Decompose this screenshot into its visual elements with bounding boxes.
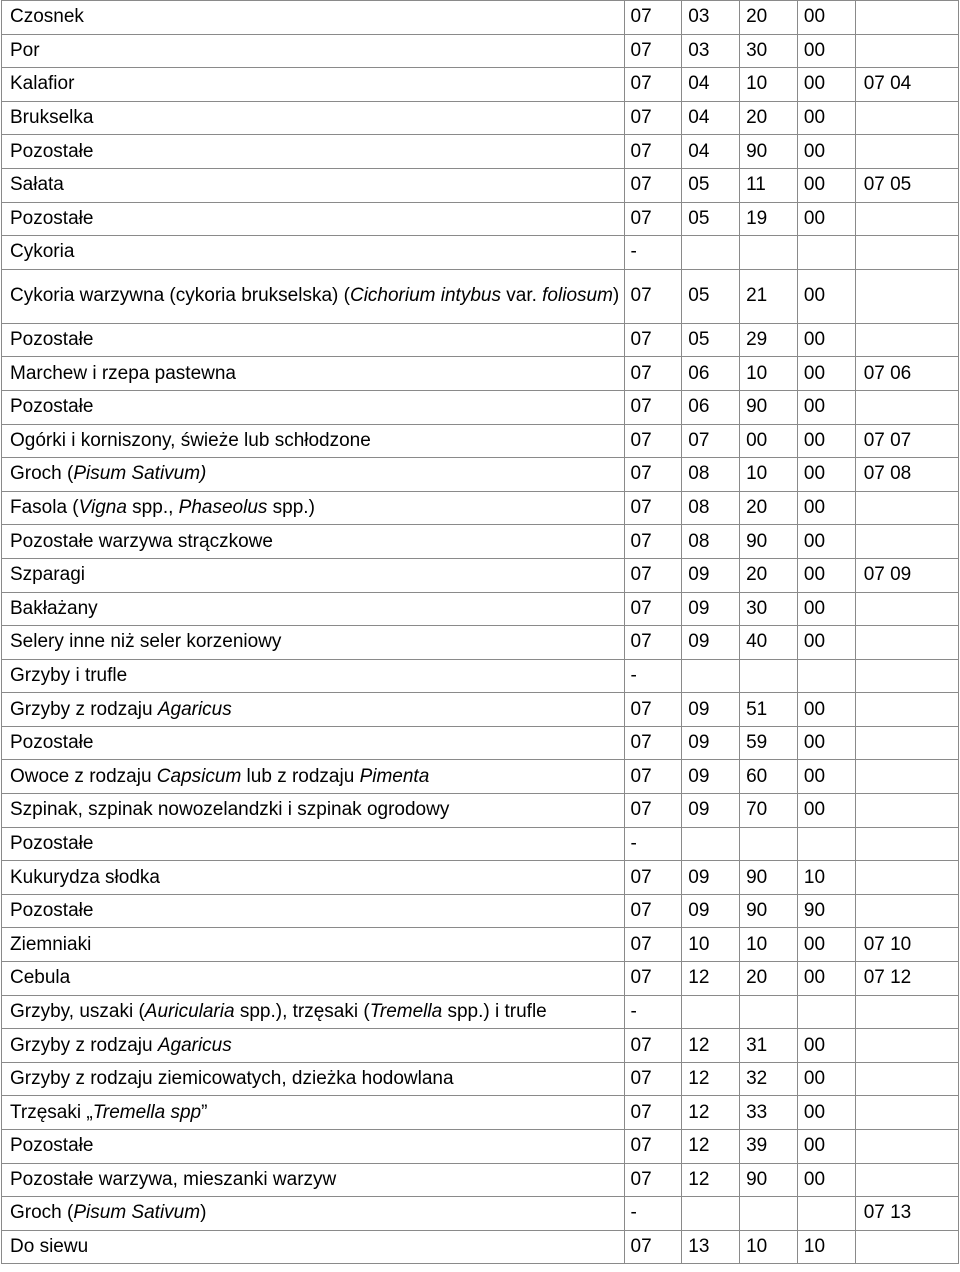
code-segment-cell: 10 bbox=[740, 458, 798, 492]
table-row bbox=[2, 894, 959, 928]
code-segment-cell: 12 bbox=[682, 1096, 740, 1130]
table-row bbox=[2, 1062, 959, 1096]
code-segment-cell: 07 bbox=[624, 861, 682, 895]
code-segment-cell: 07 bbox=[624, 592, 682, 626]
cn-heading-cell bbox=[855, 1029, 958, 1063]
code-segment-cell: 90 bbox=[740, 894, 798, 928]
code-segment-cell: 08 bbox=[682, 491, 740, 525]
code-segment-cell bbox=[682, 827, 740, 861]
product-name-italic-part: Agaricus bbox=[157, 1034, 232, 1056]
product-name-part: Groch ( bbox=[10, 1202, 74, 1224]
code-segment-cell: 00 bbox=[797, 693, 855, 727]
cn-heading-cell bbox=[855, 525, 958, 559]
code-segment-cell: 00 bbox=[797, 1, 855, 35]
product-name-cell: Cebula bbox=[2, 962, 625, 996]
table-row bbox=[2, 1, 959, 35]
product-name-cell: Brukselka bbox=[2, 101, 625, 135]
product-name-cell bbox=[2, 1197, 625, 1231]
code-segment-cell: - bbox=[624, 995, 682, 1029]
product-name-cell bbox=[2, 458, 625, 492]
product-name-italic-part: Auricularia bbox=[144, 1000, 235, 1022]
cn-heading-cell bbox=[855, 894, 958, 928]
product-name-cell bbox=[2, 491, 625, 525]
code-segment-cell: 09 bbox=[682, 861, 740, 895]
product-name-cell: Ziemniaki bbox=[2, 928, 625, 962]
cn-heading-cell bbox=[855, 659, 958, 693]
code-segment-cell bbox=[682, 1197, 740, 1231]
code-segment-cell: 07 bbox=[624, 760, 682, 794]
table-row bbox=[2, 592, 959, 626]
table-row bbox=[2, 928, 959, 962]
cn-heading-cell bbox=[855, 1163, 958, 1197]
code-segment-cell: 10 bbox=[740, 1230, 798, 1264]
product-name-part: Cykoria warzywna (cykoria brukselska) ( bbox=[10, 285, 350, 307]
code-segment-cell: 07 bbox=[624, 202, 682, 236]
cn-heading-cell: 07 04 bbox=[855, 68, 958, 102]
table-row bbox=[2, 236, 959, 270]
code-segment-cell: 09 bbox=[682, 626, 740, 660]
cn-heading-cell bbox=[855, 1230, 958, 1264]
code-segment-cell bbox=[682, 236, 740, 270]
code-segment-cell: 10 bbox=[797, 1230, 855, 1264]
code-segment-cell bbox=[797, 659, 855, 693]
product-name-part: Groch ( bbox=[10, 463, 74, 485]
cn-heading-cell bbox=[855, 135, 958, 169]
table-row bbox=[2, 323, 959, 357]
code-segment-cell bbox=[740, 827, 798, 861]
product-name-cell: Czosnek bbox=[2, 1, 625, 35]
table-row bbox=[2, 1130, 959, 1164]
product-name-italic-part: Pisum Sativum) bbox=[73, 463, 207, 485]
table-row bbox=[2, 68, 959, 102]
code-segment-cell: 07 bbox=[624, 68, 682, 102]
product-name-cell bbox=[2, 1029, 625, 1063]
code-segment-cell: 00 bbox=[797, 1163, 855, 1197]
table-row bbox=[2, 827, 959, 861]
product-name-part: ” bbox=[201, 1101, 208, 1123]
product-name-part: spp.) bbox=[267, 497, 315, 519]
code-segment-cell: 12 bbox=[682, 1062, 740, 1096]
code-segment-cell: 00 bbox=[797, 794, 855, 828]
code-segment-cell: 07 bbox=[624, 34, 682, 68]
cn-heading-cell bbox=[855, 390, 958, 424]
product-name-cell: Pozostałe warzywa strączkowe bbox=[2, 525, 625, 559]
code-segment-cell: 60 bbox=[740, 760, 798, 794]
code-segment-cell: 90 bbox=[740, 135, 798, 169]
product-name-cell bbox=[2, 760, 625, 794]
product-name-part: Grzyby z rodzaju bbox=[10, 698, 158, 720]
table-row bbox=[2, 168, 959, 202]
product-name-cell: Marchew i rzepa pastewna bbox=[2, 357, 625, 391]
cn-heading-cell bbox=[855, 827, 958, 861]
code-segment-cell: 10 bbox=[740, 68, 798, 102]
code-segment-cell: 09 bbox=[682, 558, 740, 592]
table-row bbox=[2, 1029, 959, 1063]
code-segment-cell: 09 bbox=[682, 726, 740, 760]
table-row bbox=[2, 357, 959, 391]
code-segment-cell: 00 bbox=[797, 269, 855, 323]
code-segment-cell: 70 bbox=[740, 794, 798, 828]
product-name-cell: Kalafior bbox=[2, 68, 625, 102]
code-segment-cell: 59 bbox=[740, 726, 798, 760]
code-segment-cell: 00 bbox=[797, 1062, 855, 1096]
cn-heading-cell: 07 05 bbox=[855, 168, 958, 202]
code-segment-cell: 09 bbox=[682, 794, 740, 828]
code-segment-cell: - bbox=[624, 1197, 682, 1231]
code-segment-cell: - bbox=[624, 236, 682, 270]
code-segment-cell: 00 bbox=[797, 68, 855, 102]
code-segment-cell: 07 bbox=[624, 1230, 682, 1264]
product-name-cell bbox=[2, 269, 625, 323]
table-row bbox=[2, 491, 959, 525]
code-segment-cell: 07 bbox=[624, 928, 682, 962]
product-name-italic-part: Pisum Sativum bbox=[73, 1202, 201, 1224]
table-row bbox=[2, 34, 959, 68]
code-segment-cell: - bbox=[624, 659, 682, 693]
code-segment-cell: 00 bbox=[740, 424, 798, 458]
code-segment-cell: 07 bbox=[624, 1096, 682, 1130]
product-name-part: Fasola ( bbox=[10, 497, 79, 519]
code-segment-cell: 07 bbox=[624, 390, 682, 424]
code-segment-cell: 29 bbox=[740, 323, 798, 357]
code-segment-cell: 06 bbox=[682, 390, 740, 424]
code-segment-cell: 10 bbox=[797, 861, 855, 895]
product-name-part: lub z rodzaju bbox=[241, 765, 360, 787]
table-row bbox=[2, 101, 959, 135]
product-name-cell: Selery inne niż seler korzeniowy bbox=[2, 626, 625, 660]
code-segment-cell: 19 bbox=[740, 202, 798, 236]
table-row bbox=[2, 135, 959, 169]
code-segment-cell: 08 bbox=[682, 525, 740, 559]
code-segment-cell: 07 bbox=[624, 1029, 682, 1063]
cn-heading-cell: 07 12 bbox=[855, 962, 958, 996]
code-segment-cell: 00 bbox=[797, 558, 855, 592]
code-segment-cell: 40 bbox=[740, 626, 798, 660]
product-name-cell: Pozostałe bbox=[2, 726, 625, 760]
code-segment-cell: 07 bbox=[624, 101, 682, 135]
cn-heading-cell: 07 06 bbox=[855, 357, 958, 391]
code-segment-cell: 12 bbox=[682, 1163, 740, 1197]
product-name-italic-part: Vigna bbox=[78, 497, 127, 519]
product-name-cell bbox=[2, 995, 625, 1029]
table-row bbox=[2, 726, 959, 760]
code-segment-cell: 30 bbox=[740, 592, 798, 626]
code-segment-cell: 07 bbox=[624, 1, 682, 35]
product-name-part: spp., bbox=[126, 497, 179, 519]
code-segment-cell: 39 bbox=[740, 1130, 798, 1164]
product-name-cell: Grzyby i trufle bbox=[2, 659, 625, 693]
code-segment-cell: 07 bbox=[624, 794, 682, 828]
code-segment-cell: 09 bbox=[682, 693, 740, 727]
product-name-cell: Szparagi bbox=[2, 558, 625, 592]
cn-heading-cell bbox=[855, 995, 958, 1029]
cn-heading-cell bbox=[855, 693, 958, 727]
product-name-part: spp.), trzęsaki ( bbox=[234, 1000, 370, 1022]
code-segment-cell: 04 bbox=[682, 68, 740, 102]
table-row bbox=[2, 626, 959, 660]
code-segment-cell: 90 bbox=[740, 390, 798, 424]
code-segment-cell: 13 bbox=[682, 1230, 740, 1264]
code-segment-cell: 07 bbox=[624, 693, 682, 727]
cn-heading-cell bbox=[855, 794, 958, 828]
code-segment-cell: 51 bbox=[740, 693, 798, 727]
code-segment-cell: 20 bbox=[740, 101, 798, 135]
code-segment-cell bbox=[740, 995, 798, 1029]
code-segment-cell: 06 bbox=[682, 357, 740, 391]
codes-table bbox=[1, 0, 959, 1264]
code-segment-cell: 00 bbox=[797, 357, 855, 391]
product-name-cell: Pozostałe bbox=[2, 323, 625, 357]
code-segment-cell: 33 bbox=[740, 1096, 798, 1130]
code-segment-cell bbox=[740, 659, 798, 693]
product-name-italic-part: Tremella spp bbox=[92, 1101, 202, 1123]
cn-heading-cell: 07 08 bbox=[855, 458, 958, 492]
product-name-italic-part: foliosum bbox=[542, 285, 613, 307]
code-segment-cell: 00 bbox=[797, 928, 855, 962]
product-name-cell: Bakłażany bbox=[2, 592, 625, 626]
table-row bbox=[2, 693, 959, 727]
product-name-italic-part: Phaseolus bbox=[178, 497, 268, 519]
table-row bbox=[2, 390, 959, 424]
product-name-cell: Kukurydza słodka bbox=[2, 861, 625, 895]
table-row bbox=[2, 995, 959, 1029]
code-segment-cell: 12 bbox=[682, 1130, 740, 1164]
code-segment-cell: 00 bbox=[797, 34, 855, 68]
code-segment-cell: 30 bbox=[740, 34, 798, 68]
code-segment-cell: 00 bbox=[797, 626, 855, 660]
code-segment-cell: 05 bbox=[682, 269, 740, 323]
code-segment-cell: 00 bbox=[797, 726, 855, 760]
cn-heading-cell bbox=[855, 236, 958, 270]
code-segment-cell: 90 bbox=[740, 861, 798, 895]
code-segment-cell: 00 bbox=[797, 592, 855, 626]
code-segment-cell: 00 bbox=[797, 390, 855, 424]
code-segment-cell: 00 bbox=[797, 202, 855, 236]
code-segment-cell: 10 bbox=[740, 928, 798, 962]
product-name-cell: Pozostałe bbox=[2, 1130, 625, 1164]
code-segment-cell: 00 bbox=[797, 1096, 855, 1130]
product-name-cell: Cykoria bbox=[2, 236, 625, 270]
cn-heading-cell bbox=[855, 202, 958, 236]
code-segment-cell: 05 bbox=[682, 202, 740, 236]
code-segment-cell: 07 bbox=[624, 269, 682, 323]
code-segment-cell: 00 bbox=[797, 458, 855, 492]
code-segment-cell: 09 bbox=[682, 592, 740, 626]
code-segment-cell: 07 bbox=[624, 726, 682, 760]
code-segment-cell: 07 bbox=[624, 491, 682, 525]
product-name-cell: Pozostałe bbox=[2, 202, 625, 236]
cn-heading-cell bbox=[855, 1130, 958, 1164]
code-segment-cell bbox=[797, 995, 855, 1029]
code-segment-cell: 00 bbox=[797, 168, 855, 202]
table-row bbox=[2, 760, 959, 794]
code-segment-cell: 00 bbox=[797, 1130, 855, 1164]
product-name-italic-part: Capsicum bbox=[156, 765, 242, 787]
table-row bbox=[2, 861, 959, 895]
code-segment-cell: 00 bbox=[797, 135, 855, 169]
code-segment-cell: 20 bbox=[740, 558, 798, 592]
product-name-cell bbox=[2, 693, 625, 727]
code-segment-cell: 07 bbox=[624, 525, 682, 559]
cn-heading-cell: 07 13 bbox=[855, 1197, 958, 1231]
cn-heading-cell bbox=[855, 1, 958, 35]
code-segment-cell bbox=[740, 236, 798, 270]
code-segment-cell bbox=[797, 1197, 855, 1231]
code-segment-cell: 07 bbox=[624, 894, 682, 928]
table-row bbox=[2, 659, 959, 693]
code-segment-cell: 07 bbox=[624, 357, 682, 391]
table-row bbox=[2, 424, 959, 458]
product-name-cell: Ogórki i korniszony, świeże lub schłodzone bbox=[2, 424, 625, 458]
code-segment-cell: 07 bbox=[624, 135, 682, 169]
code-segment-cell: 10 bbox=[740, 357, 798, 391]
code-segment-cell: 12 bbox=[682, 962, 740, 996]
code-segment-cell: 00 bbox=[797, 962, 855, 996]
code-segment-cell: 00 bbox=[797, 1029, 855, 1063]
code-segment-cell bbox=[682, 995, 740, 1029]
code-segment-cell: 90 bbox=[740, 1163, 798, 1197]
code-segment-cell: 09 bbox=[682, 760, 740, 794]
product-name-part: ) bbox=[612, 285, 620, 307]
code-segment-cell: 00 bbox=[797, 101, 855, 135]
product-name-cell: Szpinak, szpinak nowozelandzki i szpinak ogrodowy bbox=[2, 794, 625, 828]
product-name-part: Grzyby z rodzaju bbox=[10, 1034, 158, 1056]
table-row bbox=[2, 1096, 959, 1130]
product-name-cell: Pozostałe bbox=[2, 135, 625, 169]
code-segment-cell: 90 bbox=[797, 894, 855, 928]
cn-heading-cell bbox=[855, 861, 958, 895]
code-segment-cell: 31 bbox=[740, 1029, 798, 1063]
cn-heading-cell bbox=[855, 726, 958, 760]
code-segment-cell: 00 bbox=[797, 760, 855, 794]
code-segment-cell bbox=[797, 827, 855, 861]
code-segment-cell: 07 bbox=[624, 1163, 682, 1197]
table-row bbox=[2, 1230, 959, 1264]
code-segment-cell: 07 bbox=[624, 323, 682, 357]
code-segment-cell: 20 bbox=[740, 1, 798, 35]
code-segment-cell: 08 bbox=[682, 458, 740, 492]
table-row bbox=[2, 458, 959, 492]
product-name-italic-part: Tremella bbox=[369, 1000, 443, 1022]
code-segment-cell bbox=[740, 1197, 798, 1231]
cn-heading-cell: 07 09 bbox=[855, 558, 958, 592]
code-segment-cell: 00 bbox=[797, 525, 855, 559]
product-name-part: Grzyby, uszaki ( bbox=[10, 1000, 145, 1022]
code-segment-cell: 10 bbox=[682, 928, 740, 962]
code-segment-cell bbox=[797, 236, 855, 270]
product-name-part: Owoce z rodzaju bbox=[10, 765, 157, 787]
code-segment-cell: 05 bbox=[682, 168, 740, 202]
code-segment-cell: 07 bbox=[682, 424, 740, 458]
product-name-part: Trzęsaki „ bbox=[10, 1101, 93, 1123]
cn-heading-cell bbox=[855, 323, 958, 357]
product-name-cell: Pozostałe bbox=[2, 827, 625, 861]
table-row bbox=[2, 525, 959, 559]
cn-heading-cell bbox=[855, 592, 958, 626]
code-segment-cell: 12 bbox=[682, 1029, 740, 1063]
product-name-part: spp.) i trufle bbox=[442, 1000, 547, 1022]
code-segment-cell: 20 bbox=[740, 962, 798, 996]
code-segment-cell: 32 bbox=[740, 1062, 798, 1096]
cn-heading-cell bbox=[855, 1096, 958, 1130]
product-name-cell: Pozostałe bbox=[2, 894, 625, 928]
cn-heading-cell bbox=[855, 269, 958, 323]
cn-heading-cell: 07 07 bbox=[855, 424, 958, 458]
product-name-cell: Pozostałe bbox=[2, 390, 625, 424]
codes-table-body bbox=[2, 1, 959, 1264]
code-segment-cell: 09 bbox=[682, 894, 740, 928]
code-segment-cell: 00 bbox=[797, 323, 855, 357]
cn-heading-cell bbox=[855, 1062, 958, 1096]
code-segment-cell: 20 bbox=[740, 491, 798, 525]
cn-heading-cell bbox=[855, 101, 958, 135]
product-name-cell: Por bbox=[2, 34, 625, 68]
product-name-part: ) bbox=[200, 1202, 207, 1224]
cn-heading-cell bbox=[855, 626, 958, 660]
product-name-italic-part: Cichorium intybus bbox=[349, 285, 501, 307]
code-segment-cell: 04 bbox=[682, 135, 740, 169]
product-name-cell: Grzyby z rodzaju ziemicowatych, dzieżka hodowlana bbox=[2, 1062, 625, 1096]
cn-heading-cell bbox=[855, 491, 958, 525]
cn-heading-cell bbox=[855, 34, 958, 68]
product-name-cell: Pozostałe warzywa, mieszanki warzyw bbox=[2, 1163, 625, 1197]
code-segment-cell: - bbox=[624, 827, 682, 861]
table-row bbox=[2, 962, 959, 996]
product-name-cell: Do siewu bbox=[2, 1230, 625, 1264]
product-name-italic-part: Agaricus bbox=[157, 698, 232, 720]
product-name-italic-part: Pimenta bbox=[359, 765, 430, 787]
code-segment-cell: 00 bbox=[797, 424, 855, 458]
code-segment-cell: 11 bbox=[740, 168, 798, 202]
table-row bbox=[2, 1197, 959, 1231]
product-name-part: var. bbox=[500, 285, 543, 307]
code-segment-cell: 07 bbox=[624, 458, 682, 492]
code-segment-cell: 03 bbox=[682, 34, 740, 68]
code-segment-cell: 07 bbox=[624, 558, 682, 592]
code-segment-cell: 07 bbox=[624, 626, 682, 660]
code-segment-cell: 07 bbox=[624, 1062, 682, 1096]
cn-heading-cell: 07 10 bbox=[855, 928, 958, 962]
code-segment-cell: 07 bbox=[624, 424, 682, 458]
table-row bbox=[2, 202, 959, 236]
code-segment-cell: 05 bbox=[682, 323, 740, 357]
table-row bbox=[2, 1163, 959, 1197]
code-segment-cell: 04 bbox=[682, 101, 740, 135]
code-segment-cell bbox=[682, 659, 740, 693]
cn-heading-cell bbox=[855, 760, 958, 794]
code-segment-cell: 07 bbox=[624, 168, 682, 202]
code-segment-cell: 03 bbox=[682, 1, 740, 35]
code-segment-cell: 07 bbox=[624, 1130, 682, 1164]
product-name-cell: Sałata bbox=[2, 168, 625, 202]
code-segment-cell: 07 bbox=[624, 962, 682, 996]
table-row bbox=[2, 558, 959, 592]
product-name-cell bbox=[2, 1096, 625, 1130]
table-row bbox=[2, 269, 959, 323]
table-row bbox=[2, 794, 959, 828]
code-segment-cell: 90 bbox=[740, 525, 798, 559]
code-segment-cell: 00 bbox=[797, 491, 855, 525]
code-segment-cell: 21 bbox=[740, 269, 798, 323]
